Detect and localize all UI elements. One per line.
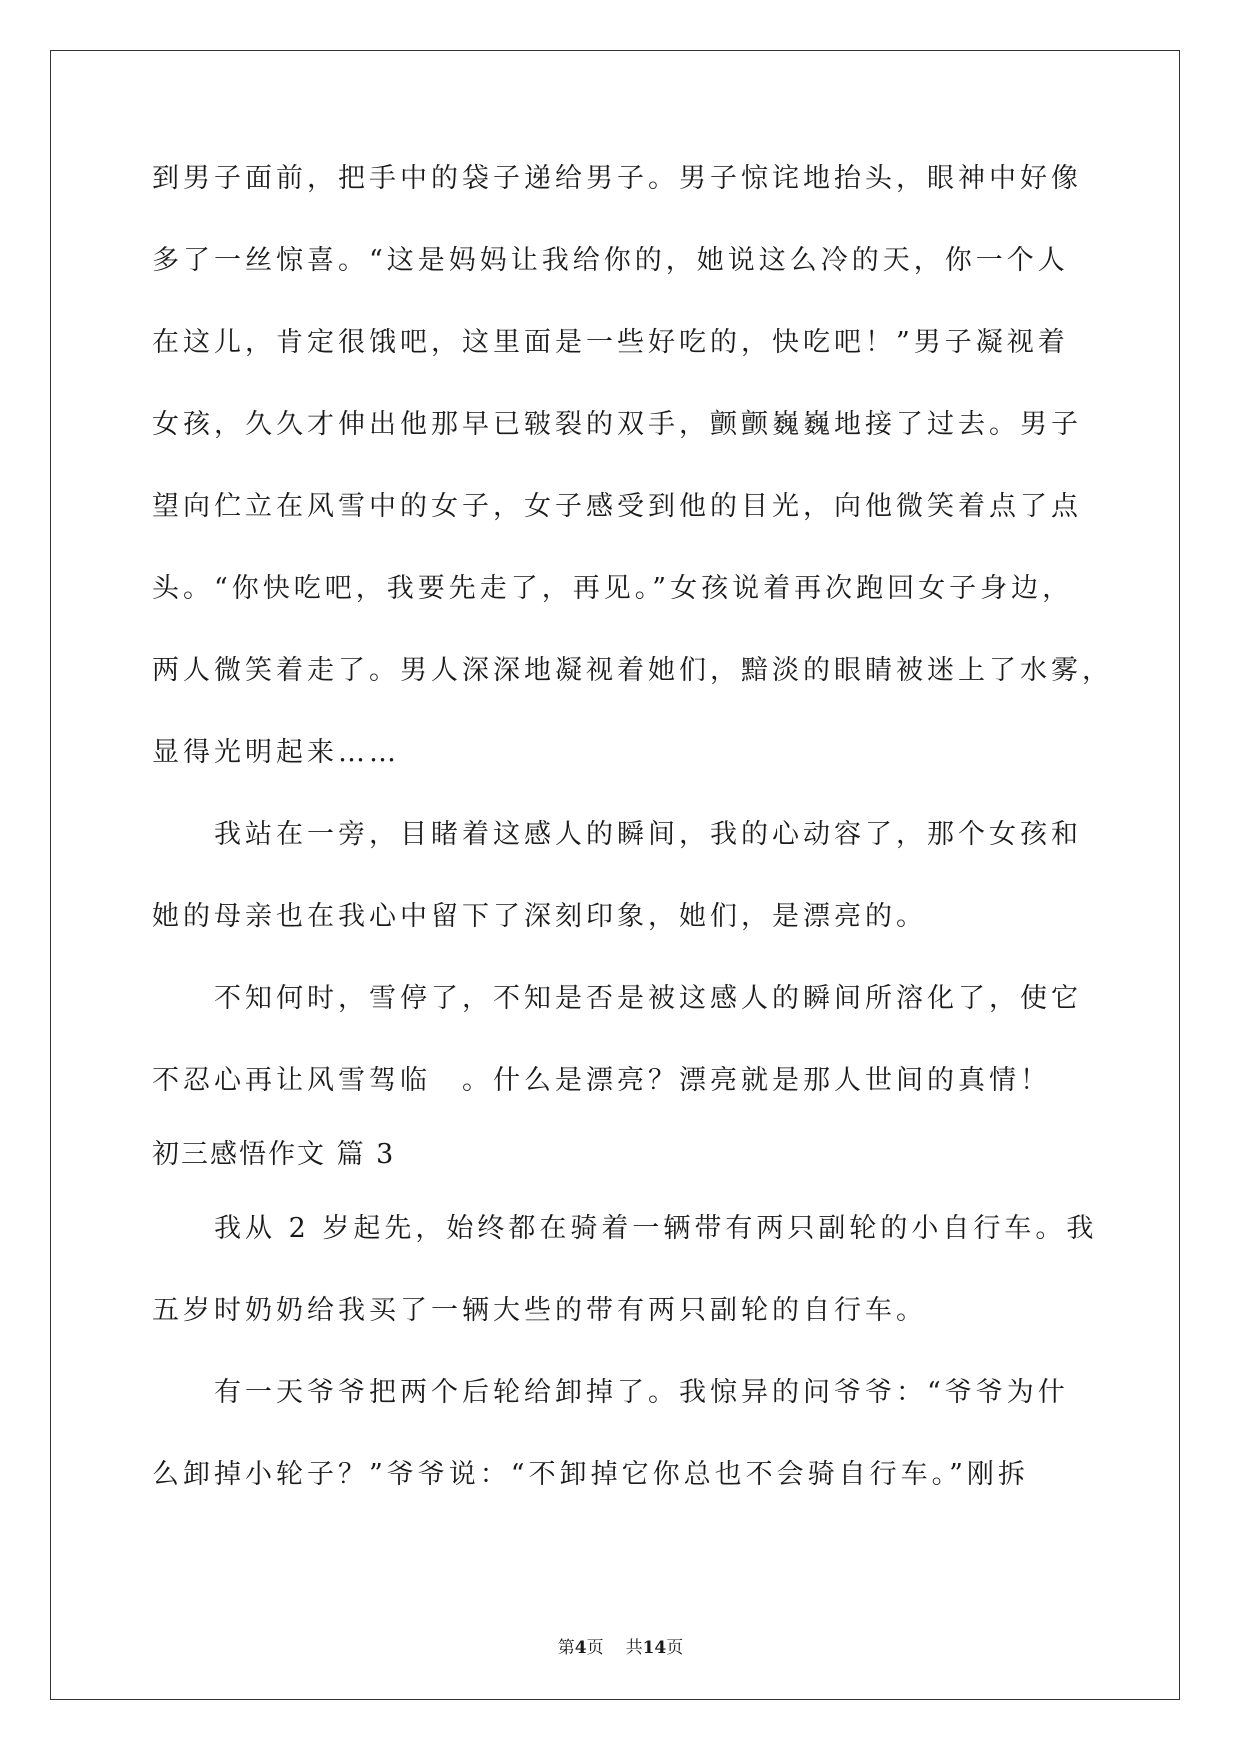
total-label-suffix: 页 <box>666 1638 684 1658</box>
text-line: 显得光明起来…… <box>152 737 400 768</box>
total-pages-number: 14 <box>642 1638 667 1658</box>
text-line: 么卸掉小轮子？”爷爷说：“不卸掉它你总也不会骑自行车。”刚拆 <box>152 1459 1029 1490</box>
document-body <box>152 160 1112 1538</box>
paragraph-first-line: 有一天爷爷把两个后轮给卸掉了。我惊异的问爷爷：“爷爷为什 <box>214 1377 1069 1408</box>
section-heading: 初三感悟作文 篇 3 <box>152 1139 396 1170</box>
paragraph-first-line: 我从 2 岁起先，始终都在骑着一辆带有两只副轮的小自行车。我 <box>214 1213 1098 1244</box>
text-line: 不忍心再让风雪驾临 。什么是漂亮？漂亮就是那人世间的真情！ <box>152 1065 1051 1096</box>
current-page-number: 4 <box>574 1638 587 1658</box>
page-footer <box>0 1633 1241 1658</box>
text-line: 到男子面前，把手中的袋子递给男子。男子惊诧地抬头，眼神中好像 <box>152 163 1082 194</box>
text-line: 头。“你快吃吧，我要先走了，再见。”女孩说着再次跑回女子身边， <box>152 573 1074 604</box>
text-line: 在这儿，肯定很饿吧，这里面是一些好吃的，快吃吧！”男子凝视着 <box>152 327 1069 358</box>
text-line: 五岁时奶奶给我买了一辆大些的带有两只副轮的自行车。 <box>152 1295 927 1326</box>
text-line: 望向伫立在风雪中的女子，女子感受到他的目光，向他微笑着点了点 <box>152 491 1082 522</box>
paragraph-first-line: 我站在一旁，目睹着这感人的瞬间，我的心动容了，那个女孩和 <box>214 819 1082 850</box>
text-line: 多了一丝惊喜。“这是妈妈让我给你的，她说这么冷的天，你一个人 <box>152 245 1069 276</box>
total-label-prefix: 共 <box>625 1638 643 1658</box>
page-label-prefix: 第 <box>557 1638 575 1658</box>
paragraph-first-line: 不知何时，雪停了，不知是否是被这感人的瞬间所溶化了，使它 <box>214 983 1082 1014</box>
text-line: 两人微笑着走了。男人深深地凝视着她们，黯淡的眼睛被迷上了水雾， <box>152 655 1113 686</box>
text-line: 女孩，久久才伸出他那早已皲裂的双手，颤颤巍巍地接了过去。男子 <box>152 409 1082 440</box>
text-line: 她的母亲也在我心中留下了深刻印象，她们，是漂亮的。 <box>152 901 927 932</box>
page-label-suffix: 页 <box>586 1638 604 1658</box>
